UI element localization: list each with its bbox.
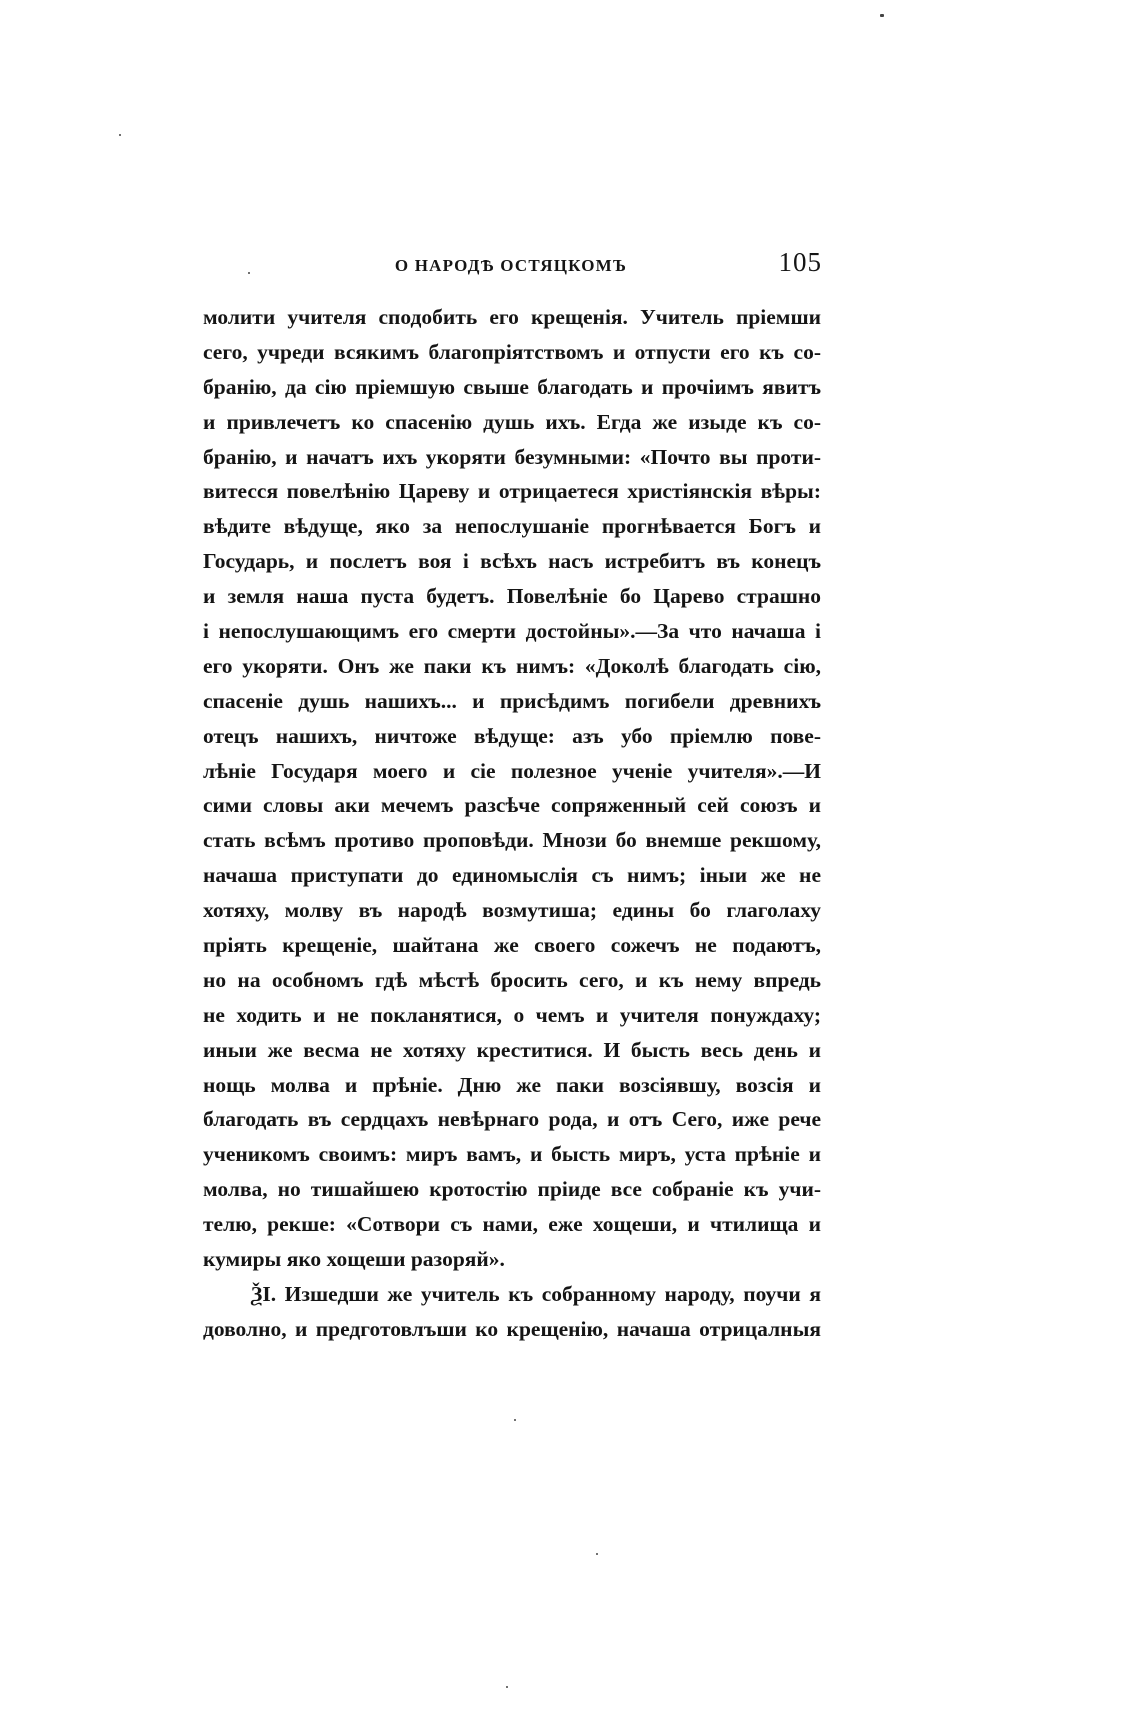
text-line: но на особномъ гдѣ мѣстѣ бросить сего, и къ нему впредь — [203, 967, 821, 992]
text-line: стать всѣмъ противо проповѣди. Мнози бо внемше рекшому, — [203, 828, 821, 853]
text-line: бранію, да сію пріемшую свыше благодать и прочіимъ явитъ — [203, 374, 821, 399]
text-line: доволно, и предготовлъши ко крещенію, начаша отрицалныя — [203, 1316, 821, 1341]
text-line: молва, но тишайшею кротостію пріиде все собраніе къ учи- — [203, 1177, 821, 1202]
text-line: ученикомъ своимъ: миръ вамъ, и бысть миръ, уста прѣніе и — [203, 1142, 821, 1167]
text-line: і непослушающимъ его смерти достойны».—За что начаша і — [203, 619, 821, 644]
scan-speck — [596, 1553, 598, 1555]
scan-speck — [248, 272, 250, 274]
text-line: благодать въ сердцахъ невѣрнаго рода, и отъ Сего, иже рече — [203, 1107, 821, 1132]
text-line: вѣдите вѣдуще, яко за непослушаніе прогнѣвается Богъ и — [203, 514, 821, 539]
text-line: витесся повелѣнію Цареву и отрицаетеся христіянскія вѣры: — [203, 479, 821, 504]
text-line: кумиры яко хощеши разоряй». — [203, 1247, 505, 1272]
text-line: нощь молва и прѣніе. Дню же паки возсіявшу, возсія и — [203, 1072, 821, 1097]
text-line: и привлечетъ ко спасенію душь ихъ. Егда же изыде къ со- — [203, 409, 821, 434]
section-start-line: ѮІ. Изшедши же учитель къ собранному народу, поучи я — [251, 1281, 821, 1306]
text-line: молити учителя сподобить его крещенія. Учитель пріемши — [203, 305, 821, 329]
text-line: телю, рекше: «Сотвори съ нами, еже хощеши, и чтилища и — [203, 1212, 821, 1237]
text-line: Государь, и послетъ воя і всѣхъ насъ истребитъ въ конецъ — [203, 549, 821, 574]
text-line: сего, учреди всякимъ благопріятствомъ и отпусти его къ со- — [203, 339, 821, 364]
text-line: спасеніе душь нашихъ... и присѣдимъ погибели древнихъ — [203, 688, 821, 713]
text-line: начаша приступати до единомыслія съ нимъ; іныи же не — [203, 863, 821, 888]
running-title: О НАРОДѢ ОСТЯЦКОМЪ — [394, 256, 628, 275]
scan-speck — [880, 14, 884, 17]
body-text — [203, 300, 821, 1347]
text-line: хотяху, молву въ народѣ возмутиша; едины бо глаголаху — [203, 898, 821, 923]
page-number: 105 — [778, 247, 822, 277]
text-line: не ходить и не покланятися, о чемъ и учителя понуждаху; — [203, 1002, 821, 1027]
text-line: сими словы аки мечемъ разсѣче сопряженный сей союзъ и — [203, 793, 821, 818]
text-line: иныи же весма не хотяху креститися. И бысть весь день и — [203, 1037, 821, 1062]
text-line: и земля наша пуста будетъ. Повелѣніе бо Царево страшно — [203, 584, 821, 609]
running-head — [200, 246, 822, 286]
scan-speck — [514, 1419, 516, 1421]
text-line: отецъ нашихъ, ничтоже вѣдуще: азъ убо пріемлю пове- — [203, 723, 821, 748]
text-line: его укоряти. Онъ же паки къ нимъ: «Доколѣ благодать сію, — [203, 653, 821, 678]
scan-speck — [506, 1686, 508, 1688]
text-line: бранію, и начатъ ихъ укоряти безумными: «Почто вы проти- — [203, 444, 821, 469]
text-line: лѣніе Государя моего и сіе полезное ученіе учителя».—И — [203, 758, 821, 783]
text-line: пріять крещеніе, шайтана же своего сожечъ не подаютъ, — [203, 933, 821, 958]
scan-speck — [119, 134, 121, 136]
